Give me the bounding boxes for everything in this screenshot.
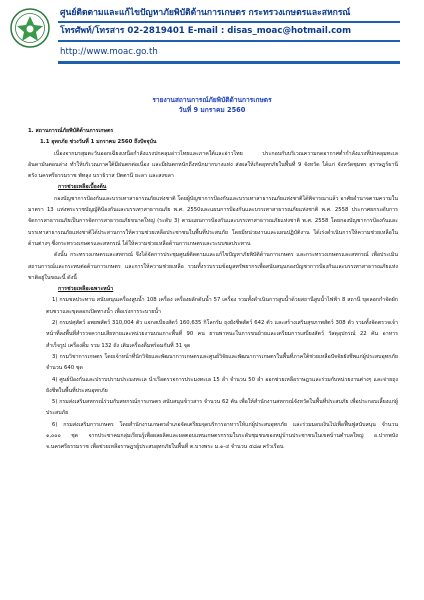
- section-heading: 1. สถานการณ์ภัยพิบัติด้านการเกษตร: [28, 128, 114, 134]
- website-link[interactable]: http://www.moac.go.th: [60, 47, 158, 57]
- subheading-initial-aid: การช่วยเหลือเบื้องต้น: [58, 184, 107, 191]
- header-divider: [58, 21, 400, 23]
- paragraph: ดังนั้น กระทรวงเกษตรและสหกรณ์ จึงได้จัดการประชุมศูนย์ติดตามและแก้ไขปัญหาภัยพิบัติด้านการเกษตร และกระทรวงเกษตรและสหกรณ์ เพื่อประเมินสถานการณ์และกระทบต่อด้านการเกษตร และการให้ความช่วยเหลือ รวมทั้งรวบรวมข้อมูลทรัพยากรเพื่อสนับสนุนกองบัญชาการป้องกันและบรรเทาสาธารณภัยแห่งชาติอยู่ในขณะนี้ ดังนี้: [28, 252, 398, 281]
- subheading-immediate-aid: การช่วยเหลือเฉพาะหน้า: [58, 286, 114, 293]
- letterhead: [0, 0, 424, 76]
- contact-line: โทรศัพท์/โทรสาร 02-2819401 E-mail : disas_moac@hotmail.com: [60, 26, 352, 36]
- ministry-seal-icon: [10, 8, 50, 48]
- report-title: รายงานสถานการณ์ภัยพิบัติด้านการเกษตร: [152, 96, 272, 104]
- paragraph: กองบัญชาการป้องกันและบรรเทาสาธารณภัยแห่งชาติ โดยผู้บัญชาการป้องกันและบรรเทาสาธารณภัยแห่งชาติได้พิจารณาแล้ว อาศัยอำนาจตามความในมาตรา 13 แห่งพระราชบัญญัติป้องกันและบรรเทาสาธารณภัย พ.ศ. 2550และแผนการป้องกันและบรรเทาสาธารณภัยแห่งชาติ พ.ศ. 2558 ประกาศยกระดับการจัดการสาธารณภัยเป็นการจัดการสาธารณภัยขนาดใหญ่ (ระดับ 3) ตามแผนการป้องกันและบรรเทาสาธารณภัยแห่งชาติ พ.ศ. 2558 โดยกองบัญชาการป้องกันและบรรเทาสาธารณภัยแห่งชาติได้ประสานการให้ความช่วยเหลือประชาชนในพื้นที่ประสบภัย โดยมีหน่วยงานและแผนปฏิบัติงาน ได้เร่งดำเนินการให้ความช่วยเหลือในด้านต่างๆ ซึ่งกระทรวงเกษตรและสหกรณ์ ได้ให้ความช่วยเหลือด้านการเกษตรและระบบชลประทาน: [28, 195, 398, 247]
- paragraph: เนื่องจากมรสุมตะวันออกเฉียงเหนือกำลังแรงปกคลุมอ่าวไทยและภาคใต้และอ่าวไทย ประกอบกับบริเวณความกดอากาศต่ำกำลังแรงที่ปกคลุมทะเลอันดามันตอนล่าง ทำให้บริเวณภาคใต้มีฝนตกต่อเนื่อง และมีฝนตกหนักถึงหนักมากบางแห่ง ส่งผลให้เกิดอุทกภัยในพื้นที่ 9 จังหวัด ได้แก่ จังหวัดชุมพร สุราษฎร์ธานี ตรัง นครศรีธรรมราช พัทลุง นราธิวาส ปัตตานี ยะลา และสงขลา: [28, 150, 398, 180]
- org-name: ศูนย์ติดตามและแก้ไขปัญหาภัยพิบัติด้านการเกษตร กระทรวงเกษตรและสหกรณ์: [60, 8, 351, 18]
- list-item: 5) กรมส่งเสริมสหกรณ์ร่วมกับสหกรณ์การเกษตร สนับสนุนข้าวสาร จำนวน 62 ตัน เพื่อให้สำนักงานสหกรณ์จังหวัดในพื้นที่ประสบภัย เพื่อประกอบเลี้ยงแก่ผู้ประสบภัย: [46, 399, 398, 417]
- list-item: 6) กรมส่งเสริมการเกษตร โดยสำนักงานเกษตรอำเภอจัดเตรียมจุดบริการอาหารให้แก่ผู้ประสบอุทกภัย และร่วมมอบเงินไปเพื่อฟื้นฟูสนับสนุน จำนวน ๑,๐๐๐ ชุด จากประชาคมกลุ่มเรียนรู้เพื่อผลผลิตและผลตอบแทนเกษตรกรรมในระดับชุมชนของหมู่บ้านประชาชนในเขตบ้านตำบลใหญ่ อ.ปากพนัง จ.นครศรีธรรมราช เพื่อช่วยเหลือราษฎรผู้ประสบอุทกภัยในพื้นที่ ต.บางพระ ม.๑-๔ จำนวน ๕๘๗ ครัวเรือน: [46, 421, 398, 451]
- list-item: 2) กรมปศุสัตว์ อพยพสัตว์ 310,004 ตัว แจกสเบียงสัตว์ 160,635 กิโลกรัม ถุงยังชีพสัตว์ 642 ตัว และสร้างเสริมสุขภาพสัตว์ 308 ตัว รวมทั้งจัดตรวจเจ้าหน้าที่ลงพื้นที่สำรวจความเสียหายและหน่วยงานบนเกาะพื้นที่ 90 คน ยานพาหนะในการขนย้ายและเตรียมการเสบียงสัตว์ วัสดุอุปกรณ์ 22 คัน อาหารสำเร็จรูป เครื่องดื่ม รวม 132 ถัง เติมเครื่องดื่มพร้อมกันที่ 31 จุด: [46, 320, 398, 349]
- list-item: 3) กรมวิชาการเกษตร โดยเจ้าหน้าที่นักวิจัยและพัฒนาการเกษตรและศูนย์วิจัยและพัฒนาการเกษตรในพื้นที่ภาคใต้ช่วยเหลือปัจจัยยังชีพแก่ผู้ประสบอุทกภัย จำนวน 640 ชุด: [46, 353, 398, 372]
- report-body: [28, 126, 398, 454]
- header-divider: [58, 40, 400, 42]
- list-item: 4) ศูนย์ป้องกันและปราบปรามประมงทะเล นำเรือตรวจการประมงทะเล 15 ลำ จำนวน 50 ลำ ออกช่วยเหลือราษฎรและร่วมกับหน่วยงานต่างๆ และจ่ายถุงยังชีพในพื้นที่ประสบอุทกภัย: [46, 376, 398, 394]
- subsection-heading: 1.1 อุทกภัย ช่วงวันที่ 1 มกราคม 2560 ถึงปัจจุบัน: [40, 139, 157, 146]
- header-divider: [58, 61, 400, 64]
- report-date: วันที่ 9 มกราคม 2560: [178, 106, 246, 114]
- list-item: 1) กรมชลประทาน สนับสนุนเครื่องสูบน้ำ 108 เครื่อง เครื่องผลักดันน้ำ 57 เครื่อง รวมทั้งดำเนินการสูบน้ำด้วยสถานีสูบน้ำไฟฟ้า 8 สถานี ขุดลอกกำจัดผักตบชวาและขุดลอกเปิดทางน้ำ เพื่อเร่งการระบายน้ำ: [46, 297, 398, 315]
